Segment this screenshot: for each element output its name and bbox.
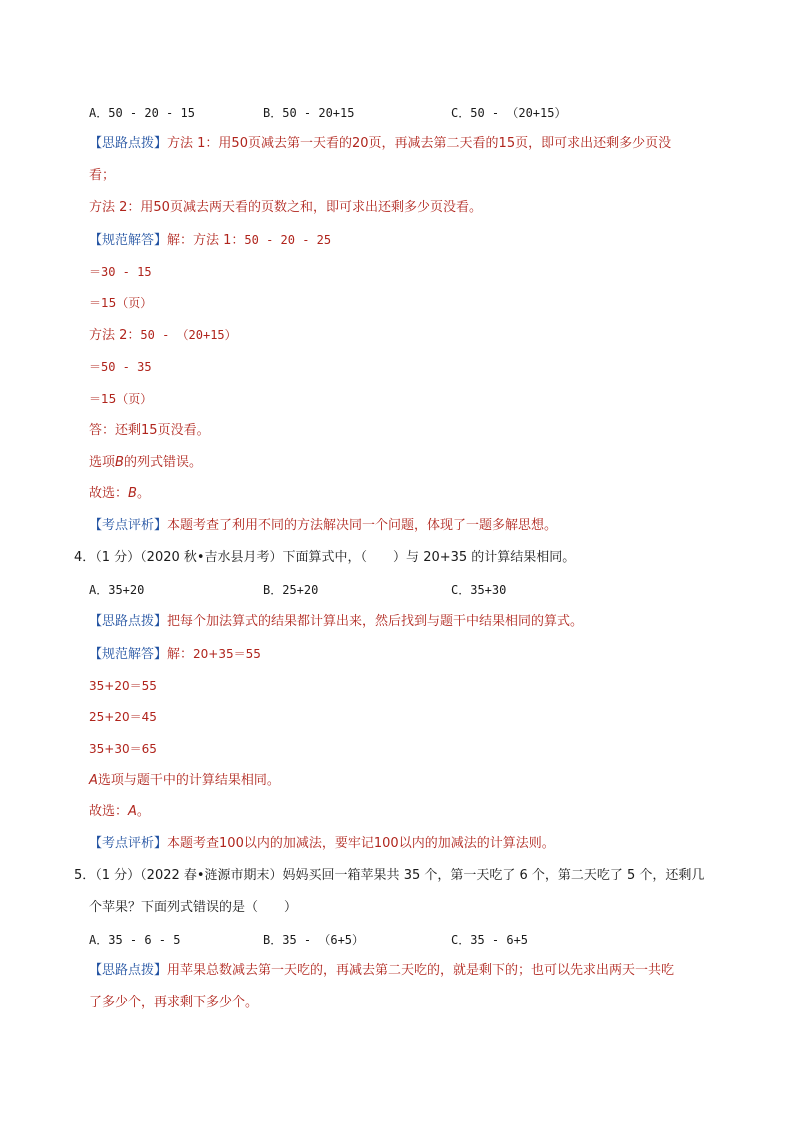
q3-answer-line-7 bbox=[89, 422, 210, 440]
hint-number: 50 bbox=[231, 136, 248, 151]
q5-option-b: B．35 - （6+5） bbox=[263, 933, 365, 947]
q4-option-c: C．35+30 bbox=[451, 583, 507, 597]
q5-stem-line-2: 个苹果？下面列式错误的是（ ） bbox=[89, 900, 298, 915]
q4-answer-line-1 bbox=[89, 645, 261, 664]
answer-option: B bbox=[115, 455, 124, 470]
hint-text: 页减去两天看的页数之和，即可求出还剩多少页没看。 bbox=[169, 200, 482, 215]
q3-answer-line-2b: ＝30 - 15 bbox=[89, 265, 152, 279]
hint-tag: 【思路点拨】 bbox=[89, 963, 168, 978]
q4-answer-line-3: 25+20＝45 bbox=[89, 710, 157, 724]
answer-number: 15 bbox=[141, 423, 158, 438]
q5-hint-line-2: 了多少个，再求剩下多少个。 bbox=[89, 995, 259, 1010]
answer-option: B bbox=[128, 486, 137, 501]
q3-option-a: A．50 - 20 - 15 bbox=[89, 106, 195, 120]
q3-option-c: C．50 - （20+15） bbox=[451, 106, 567, 120]
hint-tag: 【思路点拨】 bbox=[89, 136, 168, 151]
answer-expression: 50 - （20+15） bbox=[140, 328, 237, 342]
q3-answer-line-1 bbox=[89, 231, 331, 250]
eval-text: 本题考查了利用不同的方法解决同一个问题，体现了一题多解思想。 bbox=[167, 518, 558, 533]
hint-text: 页，再减去第二天看的 bbox=[368, 136, 499, 151]
answer-text: 解： bbox=[167, 647, 194, 662]
hint-text: 页减去第一天看的 bbox=[247, 136, 352, 151]
q4-answer-line-4: 35+30＝65 bbox=[89, 742, 157, 756]
eval-text: 以内的加减法，要牢记 bbox=[243, 836, 374, 851]
q4-stem: 4．（1 分）（2020 秋•吉水县月考）下面算式中，（ ）与 20+35 的计算结果相同。 bbox=[74, 550, 576, 565]
answer-text: 。 bbox=[136, 804, 150, 819]
answer-text: 故选： bbox=[89, 486, 129, 501]
q3-answer-line-8 bbox=[89, 454, 202, 472]
q3-answer-line-4 bbox=[89, 326, 237, 345]
q4-answer-line-5 bbox=[89, 772, 280, 790]
hint-number: 20 bbox=[351, 136, 369, 151]
answer-text: 选项与题干中的计算结果相同。 bbox=[97, 773, 280, 788]
q3-eval bbox=[89, 517, 557, 535]
answer-expression: 20+35＝55 bbox=[193, 647, 261, 661]
hint-text: 方法 1：用 bbox=[167, 136, 232, 151]
hint-text: 页，即可求出还剩多少页没 bbox=[515, 136, 672, 151]
q5-hint-line-1 bbox=[89, 962, 674, 980]
answer-text: 解：方法 1： bbox=[167, 233, 245, 248]
q4-answer-line-2: 35+20＝55 bbox=[89, 679, 157, 693]
q4-answer-line-6 bbox=[89, 803, 150, 821]
answer-tag: 【规范解答】 bbox=[89, 233, 168, 248]
q3-option-b: B．50 - 20+15 bbox=[263, 106, 355, 120]
q3-answer-line-9 bbox=[89, 485, 150, 503]
eval-text: 本题考查 bbox=[167, 836, 220, 851]
hint-text: 用苹果总数减去第一天吃的，再减去第二天吃的，就是剩下的；也可以先求出两天一共吃 bbox=[167, 963, 675, 978]
q3-answer-line-6: ＝15（页） bbox=[89, 392, 153, 406]
hint-text: 方法 2：用 bbox=[89, 200, 154, 215]
q3-hint-line-2: 看； bbox=[89, 168, 116, 183]
eval-number: 100 bbox=[373, 836, 399, 851]
eval-tag: 【考点评析】 bbox=[89, 518, 168, 533]
answer-tag: 【规范解答】 bbox=[89, 647, 168, 662]
q5-option-c: C．35 - 6+5 bbox=[451, 933, 529, 947]
hint-number: 15 bbox=[498, 136, 516, 151]
eval-number: 100 bbox=[219, 836, 244, 851]
q3-hint-line-1 bbox=[89, 135, 671, 153]
answer-option: A bbox=[89, 773, 98, 788]
q4-option-a: A．35+20 bbox=[89, 583, 145, 597]
answer-text: 的列式错误。 bbox=[123, 455, 202, 470]
answer-text: 选项 bbox=[89, 455, 116, 470]
hint-tag: 【思路点拨】 bbox=[89, 614, 168, 629]
q5-stem-line-1: 5．（1 分）（2022 春•涟源市期末）妈妈买回一箱苹果共 35 个，第一天吃了 6 个，第二天吃了 5 个，还剩几 bbox=[74, 868, 705, 883]
hint-number: 50 bbox=[153, 200, 170, 215]
answer-text: 页没看。 bbox=[157, 423, 210, 438]
q4-eval bbox=[89, 835, 555, 853]
q4-option-b: B．25+20 bbox=[263, 583, 319, 597]
answer-text: 方法 2： bbox=[89, 328, 141, 343]
hint-text: 把每个加法算式的结果都计算出来，然后找到与题干中结果相同的算式。 bbox=[167, 614, 584, 629]
eval-tag: 【考点评析】 bbox=[89, 836, 168, 851]
eval-text: 以内的加减法的计算法则。 bbox=[398, 836, 555, 851]
answer-text: 。 bbox=[136, 486, 150, 501]
answer-option: A bbox=[128, 804, 137, 819]
q3-answer-line-3: ＝15（页） bbox=[89, 296, 153, 310]
answer-text: 故选： bbox=[89, 804, 129, 819]
q3-answer-line-5: ＝50 - 35 bbox=[89, 360, 152, 374]
answer-expression: 50 - 20 - 25 bbox=[244, 233, 332, 247]
q3-hint-line-3 bbox=[89, 199, 482, 217]
answer-text: 答：还剩 bbox=[89, 423, 142, 438]
q4-hint bbox=[89, 613, 583, 631]
q5-option-a: A．35 - 6 - 5 bbox=[89, 933, 181, 947]
